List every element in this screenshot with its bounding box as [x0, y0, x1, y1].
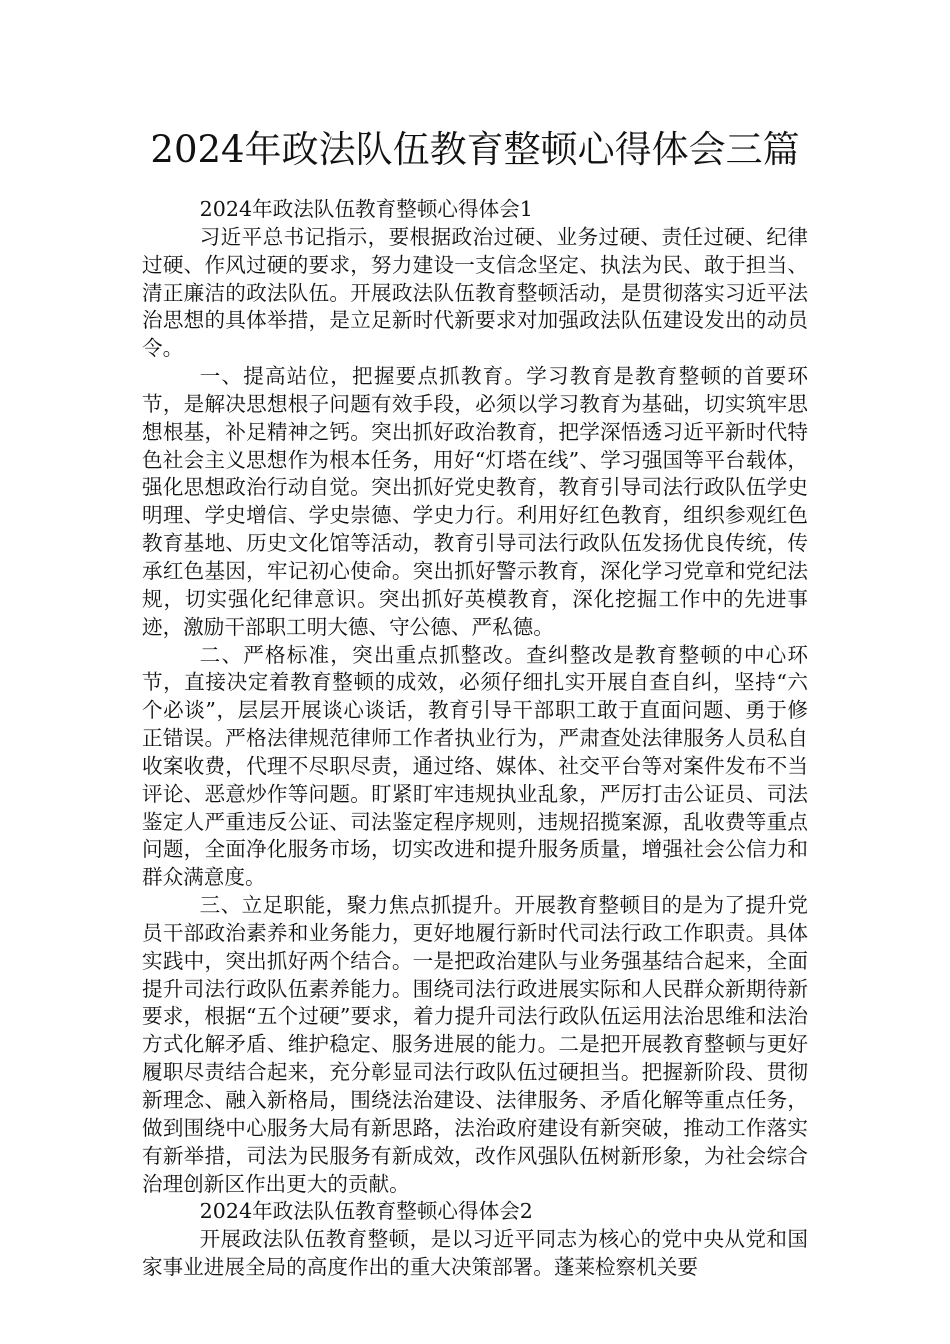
paragraph-section-2-intro: 开展政法队伍教育整顿，是以习近平同志为核心的党中央从党和国家事业进展全局的高度作出的重大决策部署。蓬莱检察机关要: [142, 1227, 808, 1280]
paragraph-point-3: 三、立足职能，聚力焦点抓提升。开展教育整顿目的是为了提升党员干部政治素养和业务能力，更好地履行新时代司法行政工作职责。具体实践中，突出抓好两个结合。一是把政治建队与业务强基结合起来，全面提升司法行政队伍素养能力。围绕司法行政进展实际和人民群众新期待新要求，根据“五个过硬”要求，着力提升司法行政队伍运用法治思维和法治方式化解矛盾、维护稳定、服务进展的能力。二是把开展教育整顿与更好履职尽责结合起来，充分彰显司法行政队伍过硬担当。把握新阶段、贯彻新理念、融入新格局，围绕法治建设、法律服务、矛盾化解等重点任务，做到围绕中心服务大局有新思路，法治政府建设有新突破，推动工作落实有新举措，司法为民服务有新成效，改作风强队伍树新形象，为社会综合治理创新区作出更大的贡献。: [142, 893, 808, 1196]
section-heading-1: 2024年政法队伍教育整顿心得体会1: [199, 197, 533, 221]
paragraph-point-2: 二、严格标准，突出重点抓整改。查纠整改是教育整顿的中心环节，直接决定着教育整顿的成效，必须仔细扎实开展自查自纠，坚持“六个必谈”，层层开展谈心谈话，教育引导干部职工敢于直面问题、勇于修正错误。严格法律规范律师工作者执业行为，严肃查处法律服务人员私自收案收费，代理不尽职尽责，通过络、媒体、社交平台等对案件发布不当评论、恶意炒作等问题。盯紧盯牢违规执业乱象，严厉打击公证员、司法鉴定人严重违反公证、司法鉴定程序规则，违规招揽案源，乱收费等重点问题，全面净化服务市场，切实改进和提升服务质量，增强社会公信力和群众满意度。: [142, 642, 808, 890]
paragraph-point-1: 一、提高站位，把握要点抓教育。学习教育是教育整顿的首要环节，是解决思想根子问题有效手段，必须以学习教育为基础，切实筑牢思想根基，补足精神之钙。突出抓好政治教育，把学深悟透习近平新时代特色社会主义思想作为根本任务，用好“灯塔在线”、学习强国等平台载体，强化思想政治行动自觉。突出抓好党史教育，教育引导司法行政队伍学史明理、学史增信、学史崇德、学史力行。利用好红色教育，组织参观红色教育基地、历史文化馆等活动，教育引导司法行政队伍发扬优良传统，传承红色基因，牢记初心使命。突出抓好警示教育，深化学习党章和党纪法规，切实强化纪律意识。突出抓好英模教育，深化挖掘工作中的先进事迹，激励干部职工明大德、守公德、严私德。: [142, 364, 808, 639]
document-body: [142, 196, 808, 1282]
section-heading-2: 2024年政法队伍教育整顿心得体会2: [199, 1199, 533, 1224]
document-title: 2024年政法队伍教育整顿心得体会三篇: [150, 128, 800, 171]
paragraph-intro: 习近平总书记指示，要根据政治过硬、业务过硬、责任过硬、纪律过硬、作风过硬的要求，努力建设一支信念坚定、执法为民、敢于担当、清正廉洁的政法队伍。开展政法队伍教育整顿活动，是贯彻落实习近平法治思想的具体举措，是立足新时代新要求对加强政法队伍建设发出的动员令。: [142, 224, 808, 361]
